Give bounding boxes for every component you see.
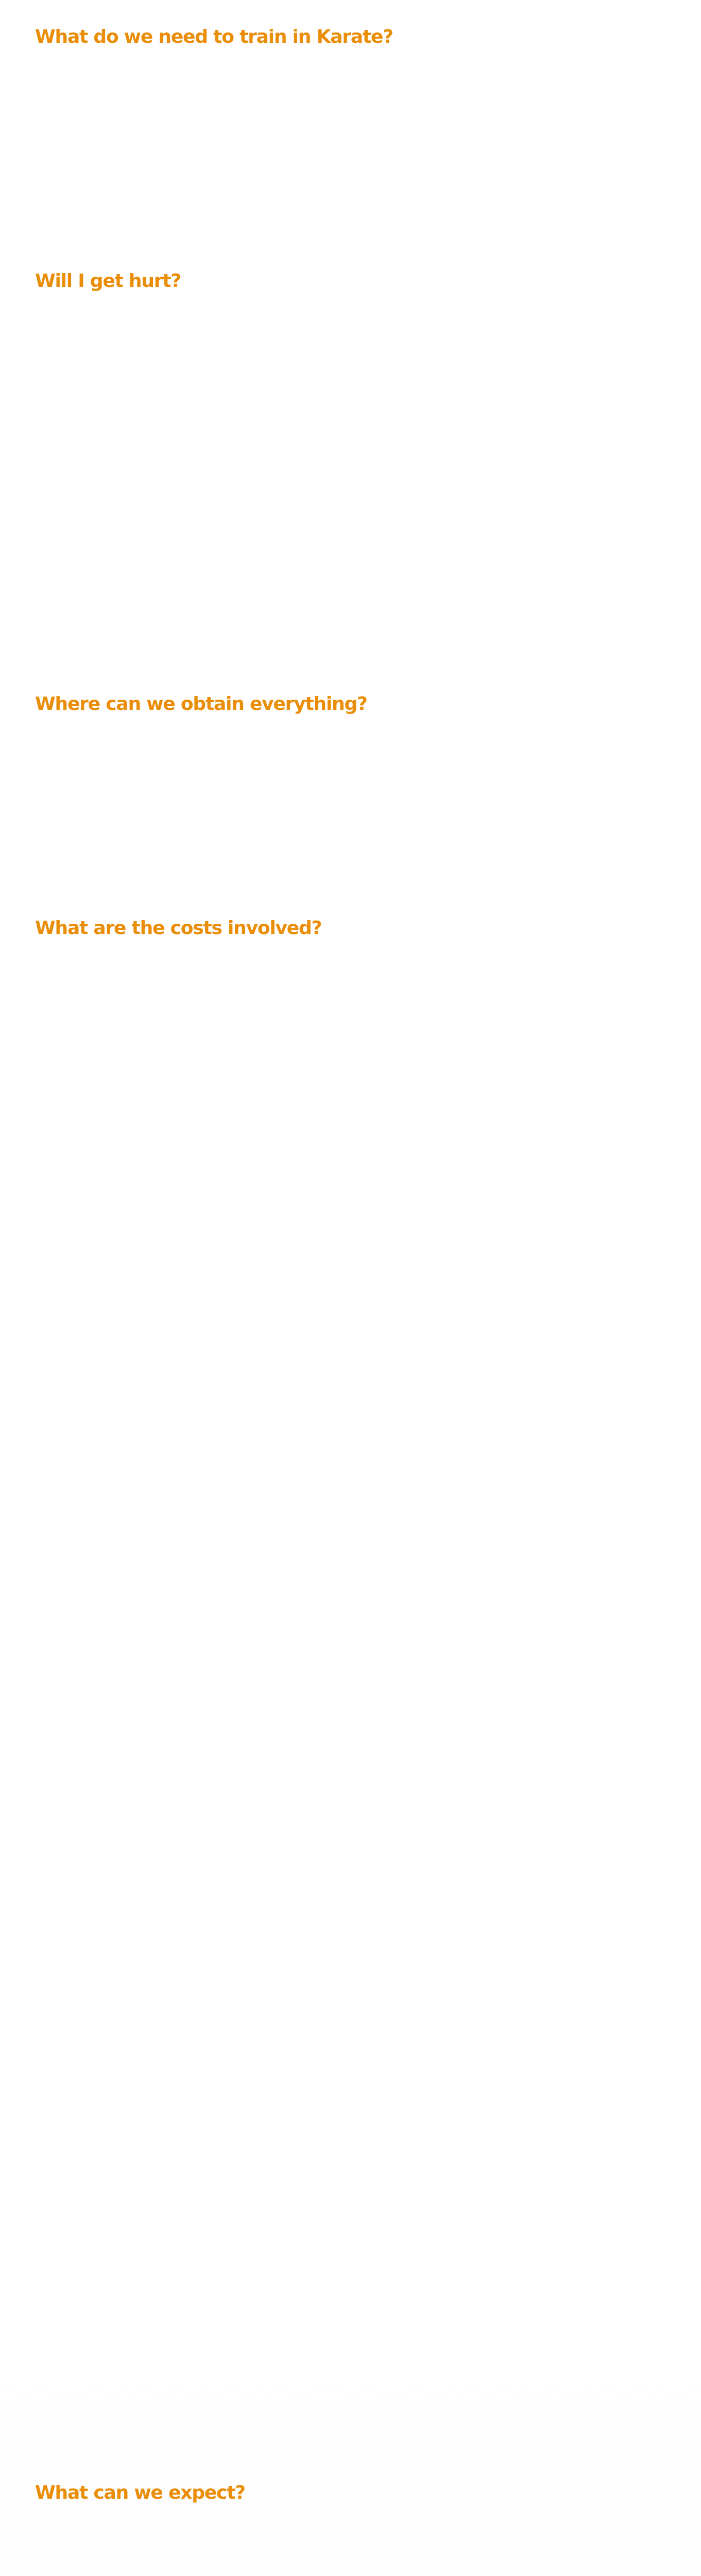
faq-heading-equipment: What do we need to train in Karate? xyxy=(35,26,393,47)
faq-heading-costs: What are the costs involved? xyxy=(35,918,322,939)
faq-heading-injury: Will I get hurt? xyxy=(35,270,181,292)
faq-heading-expectations: What can we expect? xyxy=(35,2482,245,2503)
page-background-fade xyxy=(0,2349,701,2576)
faq-heading-where-to-obtain: Where can we obtain everything? xyxy=(35,693,367,715)
